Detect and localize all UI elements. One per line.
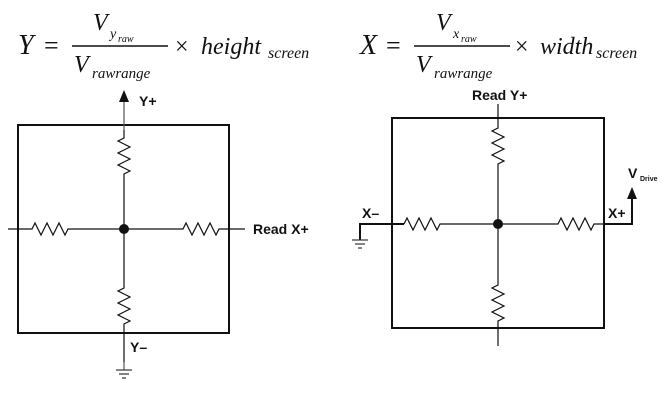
right-resistor-left bbox=[404, 218, 498, 230]
arrow-up-icon bbox=[119, 90, 129, 102]
formula-y-num-subsub: raw bbox=[118, 34, 134, 45]
left-center-node bbox=[119, 224, 129, 234]
formula-x-den-v: V bbox=[416, 52, 431, 78]
formula-x-times: × bbox=[515, 34, 529, 60]
formula-x-factor: width bbox=[540, 34, 594, 60]
formula-x-equals: = bbox=[386, 31, 401, 60]
left-ground-icon bbox=[116, 362, 132, 378]
formula-y-factor-sub: screen bbox=[268, 45, 310, 62]
left-label-y-minus: Y– bbox=[130, 339, 148, 355]
formula-x-num-subsub: raw bbox=[461, 34, 477, 45]
right-ground-icon bbox=[352, 240, 368, 248]
left-label-read-x: Read X+ bbox=[253, 221, 309, 237]
formula-y-lhs: Y bbox=[18, 30, 34, 61]
vdrive-label-v: V bbox=[628, 165, 638, 181]
right-label-x-plus: X+ bbox=[608, 205, 626, 221]
left-resistor-bottom bbox=[118, 229, 130, 362]
formula-y-num-sub: y bbox=[110, 27, 117, 42]
left-resistor-top bbox=[118, 130, 130, 229]
left-label-y-plus: Y+ bbox=[139, 93, 157, 109]
left-circuit bbox=[8, 90, 309, 378]
formula-y-den-sub: rawrange bbox=[92, 66, 151, 82]
formula-y-times: × bbox=[175, 34, 189, 60]
formula-x-den-sub: rawrange bbox=[434, 66, 493, 82]
formula-x-num-sub: x bbox=[453, 27, 460, 42]
right-wire-left bbox=[360, 224, 404, 240]
vdrive-arrow-icon bbox=[627, 187, 637, 199]
formula-x-num-v: V bbox=[436, 10, 451, 36]
right-center-node bbox=[493, 219, 503, 229]
left-resistor-left bbox=[8, 223, 124, 235]
right-resistor-top bbox=[492, 104, 504, 223]
right-circuit bbox=[352, 87, 658, 346]
formula-y-num-v: V bbox=[93, 10, 108, 36]
formula-y bbox=[18, 10, 309, 82]
right-label-read-y: Read Y+ bbox=[472, 87, 528, 103]
vdrive-label-sub: Drive bbox=[640, 176, 658, 183]
right-resistor-right bbox=[498, 218, 604, 230]
formula-x-factor-sub: screen bbox=[596, 45, 638, 62]
formula-x bbox=[359, 10, 637, 82]
formula-x-lhs: X bbox=[360, 30, 378, 61]
left-resistor-right bbox=[124, 223, 245, 235]
formula-y-factor: height bbox=[201, 34, 261, 60]
formula-y-den-v: V bbox=[74, 52, 89, 78]
right-label-x-minus: X– bbox=[362, 205, 380, 221]
formula-y-equals: = bbox=[44, 31, 59, 60]
